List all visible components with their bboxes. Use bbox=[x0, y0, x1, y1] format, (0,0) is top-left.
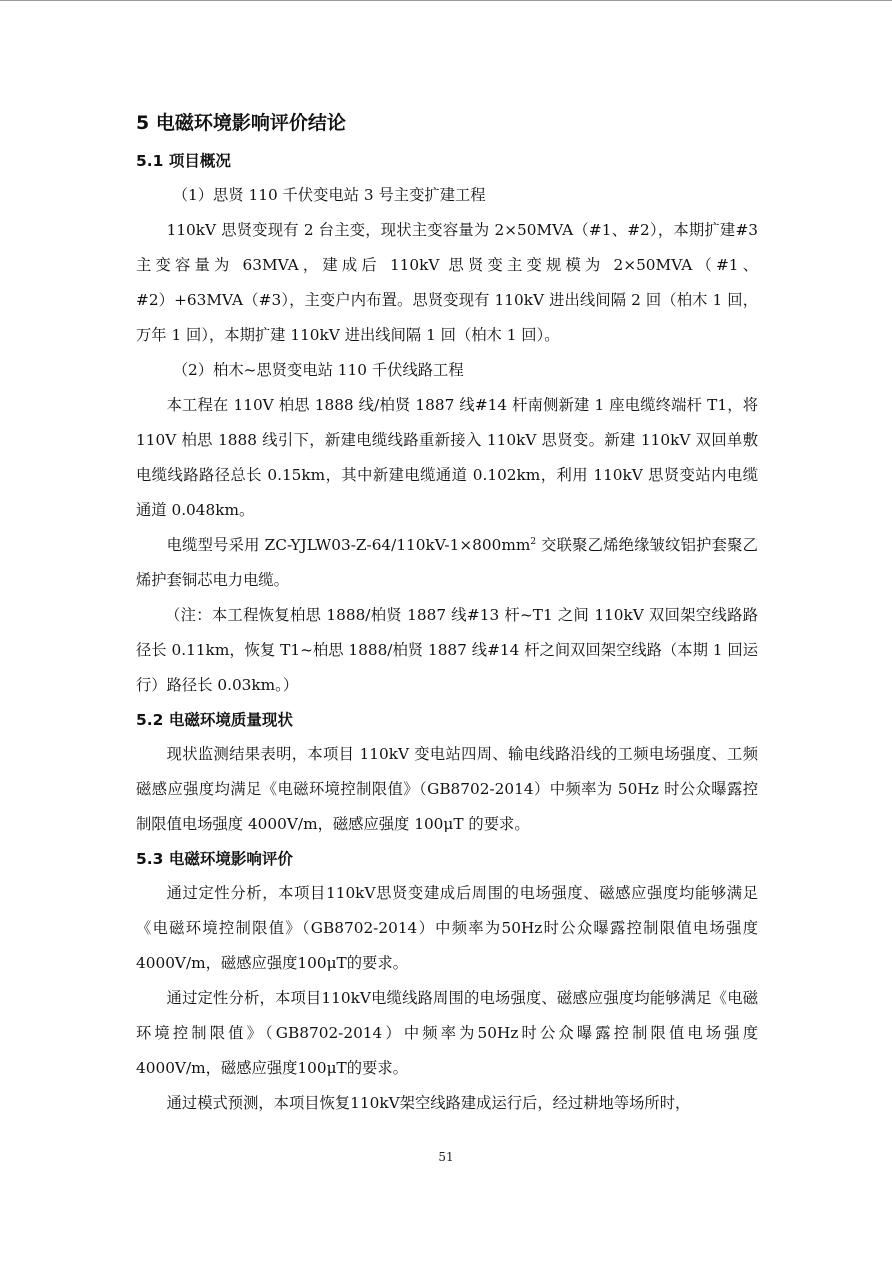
superscript-2: 2 bbox=[530, 537, 537, 547]
chapter-heading: 5 电磁环境影响评价结论 bbox=[136, 112, 346, 134]
page-number: 51 bbox=[438, 1150, 454, 1164]
top-border-line bbox=[0, 0, 892, 1]
paragraph-line-project: 本工程在 110V 柏思 1888 线/柏贤 1887 线#14 杆南侧新建 1 座电缆终端杆 T1，将 110V 柏思 1888 线引下，新建电缆线路重新接入 110kV 思贤变。新建 110kV 双回单敷电缆线路路径总长 0.15km，其中新建电缆通道 0.102km，利用 110kV 思贤变站内电缆通道 0.048km。 bbox=[136, 396, 758, 519]
paragraph-quality-status: 现状监测结果表明，本项目 110kV 变电站四周、输电线路沿线的工频电场强度、工频磁感应强度均满足《电磁环境控制限值》（GB8702-2014）中频率为 50Hz 时公众曝露控制限值电场强度 4000V/m，磁感应强度 100μT 的要求。 bbox=[136, 745, 758, 833]
paragraph-substation-assessment: 通过定性分析，本项目110kV思贤变建成后周围的电场强度、磁感应强度均能够满足《电磁环境控制限值》（GB8702-2014）中频率为50Hz时公众曝露控制限值电场强度4000V/m，磁感应强度100μT的要求。 bbox=[136, 884, 758, 972]
section-5-2-title: 5.2 电磁环境质量现状 bbox=[136, 711, 293, 729]
subsection-2-title: （2）柏木~思贤变电站 110 千伏线路工程 bbox=[172, 361, 464, 379]
section-5-1-title: 5.1 项目概况 bbox=[136, 152, 231, 170]
section-5-3-title: 5.3 电磁环境影响评价 bbox=[136, 850, 293, 868]
page-content bbox=[136, 108, 758, 1121]
paragraph-note: （注：本工程恢复柏思 1888/柏贤 1887 线#13 杆~T1 之间 110kV 双回架空线路路径长 0.11km，恢复 T1~柏思 1888/柏贤 1887 线#14 杆之间双回架空线路（本期 1 回运行）路径长 0.03km。） bbox=[136, 606, 758, 694]
paragraph-cable-type bbox=[136, 528, 758, 598]
paragraph-substation-expansion: 110kV 思贤变现有 2 台主变，现状主变容量为 2×50MVA（#1、#2），本期扩建#3 主变容量为 63MVA，建成后 110kV 思贤变主变规模为 2×50MVA（#1、#2）+63MVA（#3），主变户内布置。思贤变现有 110kV 进出线间隔 2 回（柏木 1 回，万年 1 回），本期扩建 110kV 进出线间隔 1 回（柏木 1 回）。 bbox=[136, 221, 758, 344]
paragraph-cable-assessment: 通过定性分析，本项目110kV电缆线路周围的电场强度、磁感应强度均能够满足《电磁环境控制限值》（GB8702-2014）中频率为50Hz时公众曝露控制限值电场强度4000V/m，磁感应强度100μT的要求。 bbox=[136, 989, 758, 1077]
paragraph-overhead-prediction: 通过模式预测，本项目恢复110kV架空线路建成运行后，经过耕地等场所时， bbox=[166, 1094, 691, 1112]
cable-type-text: 电缆型号采用 ZC-YJLW03-Z-64/110kV-1×800mm bbox=[166, 536, 531, 554]
subsection-1-title: （1）思贤 110 千伏变电站 3 号主变扩建工程 bbox=[172, 186, 486, 204]
cable-type-text-rest: 交联聚乙烯绝缘皱纹铝护套聚乙烯护套铜芯电力电缆。 bbox=[136, 536, 758, 589]
